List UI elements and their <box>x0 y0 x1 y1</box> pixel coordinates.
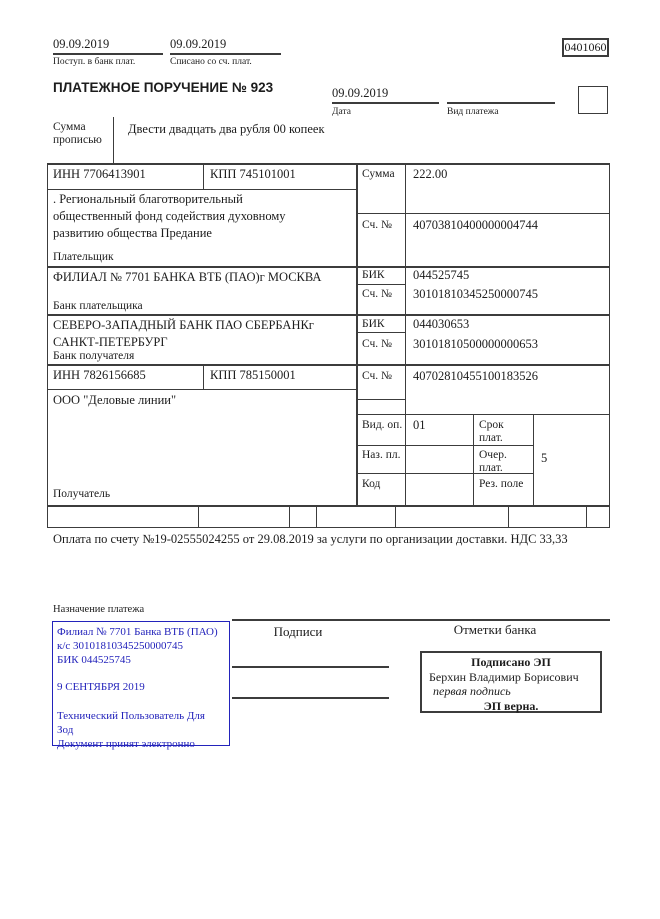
payer-bank-section-label: Банк плательщика <box>53 300 143 312</box>
signature-line <box>232 697 389 699</box>
table-line <box>47 163 610 165</box>
payee-section-label: Получатель <box>53 488 111 500</box>
payee-bank-bik-label: БИК <box>362 318 385 330</box>
op-type-label: Вид. оп. <box>362 419 403 431</box>
payer-bank-bik: 044525745 <box>413 268 470 282</box>
table-line <box>47 266 610 268</box>
debited-date: 09.09.2019 <box>170 37 227 51</box>
table-line <box>405 163 406 507</box>
table-line <box>395 506 396 527</box>
signature-stamp-kind: первая подпись <box>433 684 511 698</box>
payee-bank-section-label: Банк получателя <box>53 350 135 362</box>
payer-bank-bik-label: БИК <box>362 269 385 281</box>
bank-stamp-blue <box>52 621 230 750</box>
payer-bank-account-label: Сч. № <box>362 288 393 300</box>
table-line <box>47 389 357 390</box>
amount-words-value: Двести двадцать два рубля 00 копеек <box>128 122 325 136</box>
amount-label: Сумма <box>362 168 395 180</box>
bank-stamp-line6: Документ принят электронно <box>57 738 195 750</box>
payer-name-line1: . Региональный благотворительный <box>53 192 243 206</box>
bank-marks-label: Отметки банка <box>453 622 537 637</box>
order-label: Очер. плат. <box>479 449 507 474</box>
footer-line <box>232 619 610 621</box>
payer-name-line3: развитию общества Предание <box>53 226 212 240</box>
table-line <box>47 189 357 190</box>
payee-bank-bik: 044030653 <box>413 317 470 331</box>
op-type-value: 01 <box>413 418 426 432</box>
table-line <box>356 163 358 507</box>
bank-stamp-line4: Технический Пользователь Для <box>57 710 205 722</box>
table-line <box>47 364 610 366</box>
order-value: 5 <box>541 451 548 465</box>
table-line <box>356 284 406 285</box>
payment-type-box <box>578 86 608 114</box>
code-label: Код <box>362 478 381 490</box>
table-line <box>47 505 610 507</box>
purpose-text: Оплата по счету №19-02555024255 от 29.08.2019 за услуги по организации доставки. НДС 33,33 <box>53 532 568 546</box>
payee-bank-account-label: Сч. № <box>362 338 393 350</box>
bank-stamp-line1: Филиал № 7701 Банка ВТБ (ПАО) <box>57 626 218 638</box>
table-line <box>316 506 317 527</box>
table-line <box>289 506 290 527</box>
table-line <box>356 414 610 415</box>
due-date-label: Срок плат. <box>479 419 504 444</box>
table-line <box>203 364 204 390</box>
received-date-field <box>53 37 163 55</box>
document-date-label: Дата <box>332 107 351 117</box>
signature-stamp-box <box>420 651 602 713</box>
document-date-field <box>332 86 439 104</box>
payer-kpp: КПП 745101001 <box>210 167 296 181</box>
table-line <box>473 414 474 506</box>
purpose-code-label: Наз. пл. <box>362 449 401 461</box>
table-line <box>47 527 610 528</box>
payer-account: 40703810400000004744 <box>413 218 538 232</box>
payee-account-label: Сч. № <box>362 370 393 382</box>
table-line <box>356 213 610 214</box>
payee-kpp: КПП 785150001 <box>210 368 296 382</box>
signature-stamp-verified: ЭП верна. <box>483 698 539 713</box>
table-line <box>203 163 204 190</box>
payee-name: ООО "Деловые линии" <box>53 393 177 407</box>
table-line <box>356 399 406 400</box>
bank-stamp-line2: к/с 30101810345250000745 <box>57 640 184 652</box>
table-line <box>198 506 199 527</box>
debited-date-field <box>170 37 281 55</box>
document-title: ПЛАТЕЖНОЕ ПОРУЧЕНИЕ № 923 <box>53 80 274 95</box>
reserve-field-label: Рез. поле <box>479 478 524 490</box>
signature-line <box>232 666 389 668</box>
bank-stamp-line5: Зод <box>57 724 74 736</box>
payee-bank-name-line1: СЕВЕРО-ЗАПАДНЫЙ БАНК ПАО СБЕРБАНКг <box>53 318 314 332</box>
form-code: 0401060 <box>564 40 607 54</box>
bank-stamp-line3: БИК 044525745 <box>57 654 131 666</box>
table-line <box>609 163 610 528</box>
payer-bank-name: ФИЛИАЛ № 7701 БАНКА ВТБ (ПАО)г МОСКВА <box>53 270 322 284</box>
payee-bank-name-line2: САНКТ-ПЕТЕРБУРГ <box>53 335 168 349</box>
payer-name-line2: общественный фонд содействия духовному <box>53 209 286 223</box>
payer-inn: ИНН 7706413901 <box>53 167 146 181</box>
payer-bank-account: 30101810345250000745 <box>413 287 538 301</box>
payer-account-label: Сч. № <box>362 219 393 231</box>
form-code-box <box>562 38 609 57</box>
table-line <box>47 163 48 528</box>
payee-bank-account: 30101810500000000653 <box>413 337 538 351</box>
table-line <box>586 506 587 527</box>
document-date: 09.09.2019 <box>332 86 389 100</box>
bank-stamp-date: 9 СЕНТЯБРЯ 2019 <box>57 681 145 693</box>
debited-date-label: Списано со сч. плат. <box>170 57 252 67</box>
purpose-section-label: Назначение платежа <box>53 604 145 615</box>
amount-value: 222.00 <box>413 167 448 181</box>
table-line <box>356 445 534 446</box>
table-line <box>356 332 406 333</box>
table-line <box>533 414 534 506</box>
payee-account: 40702810455100183526 <box>413 369 538 383</box>
table-line <box>47 314 610 316</box>
received-date: 09.09.2019 <box>53 37 110 51</box>
signature-stamp-signer: Берхин Владимир Борисович <box>429 669 579 684</box>
divider-line <box>113 117 114 164</box>
table-line <box>508 506 509 527</box>
amount-words-label: Сумма прописью <box>53 121 102 146</box>
received-date-label: Поступ. в банк плат. <box>53 57 136 67</box>
signatures-label: Подписи <box>273 624 323 639</box>
payer-section-label: Плательщик <box>53 251 114 263</box>
payee-inn: ИНН 7826156685 <box>53 368 146 382</box>
signature-stamp-title: Подписано ЭП <box>471 655 551 669</box>
payment-type-field <box>447 86 555 104</box>
payment-type-label: Вид платежа <box>447 107 499 117</box>
